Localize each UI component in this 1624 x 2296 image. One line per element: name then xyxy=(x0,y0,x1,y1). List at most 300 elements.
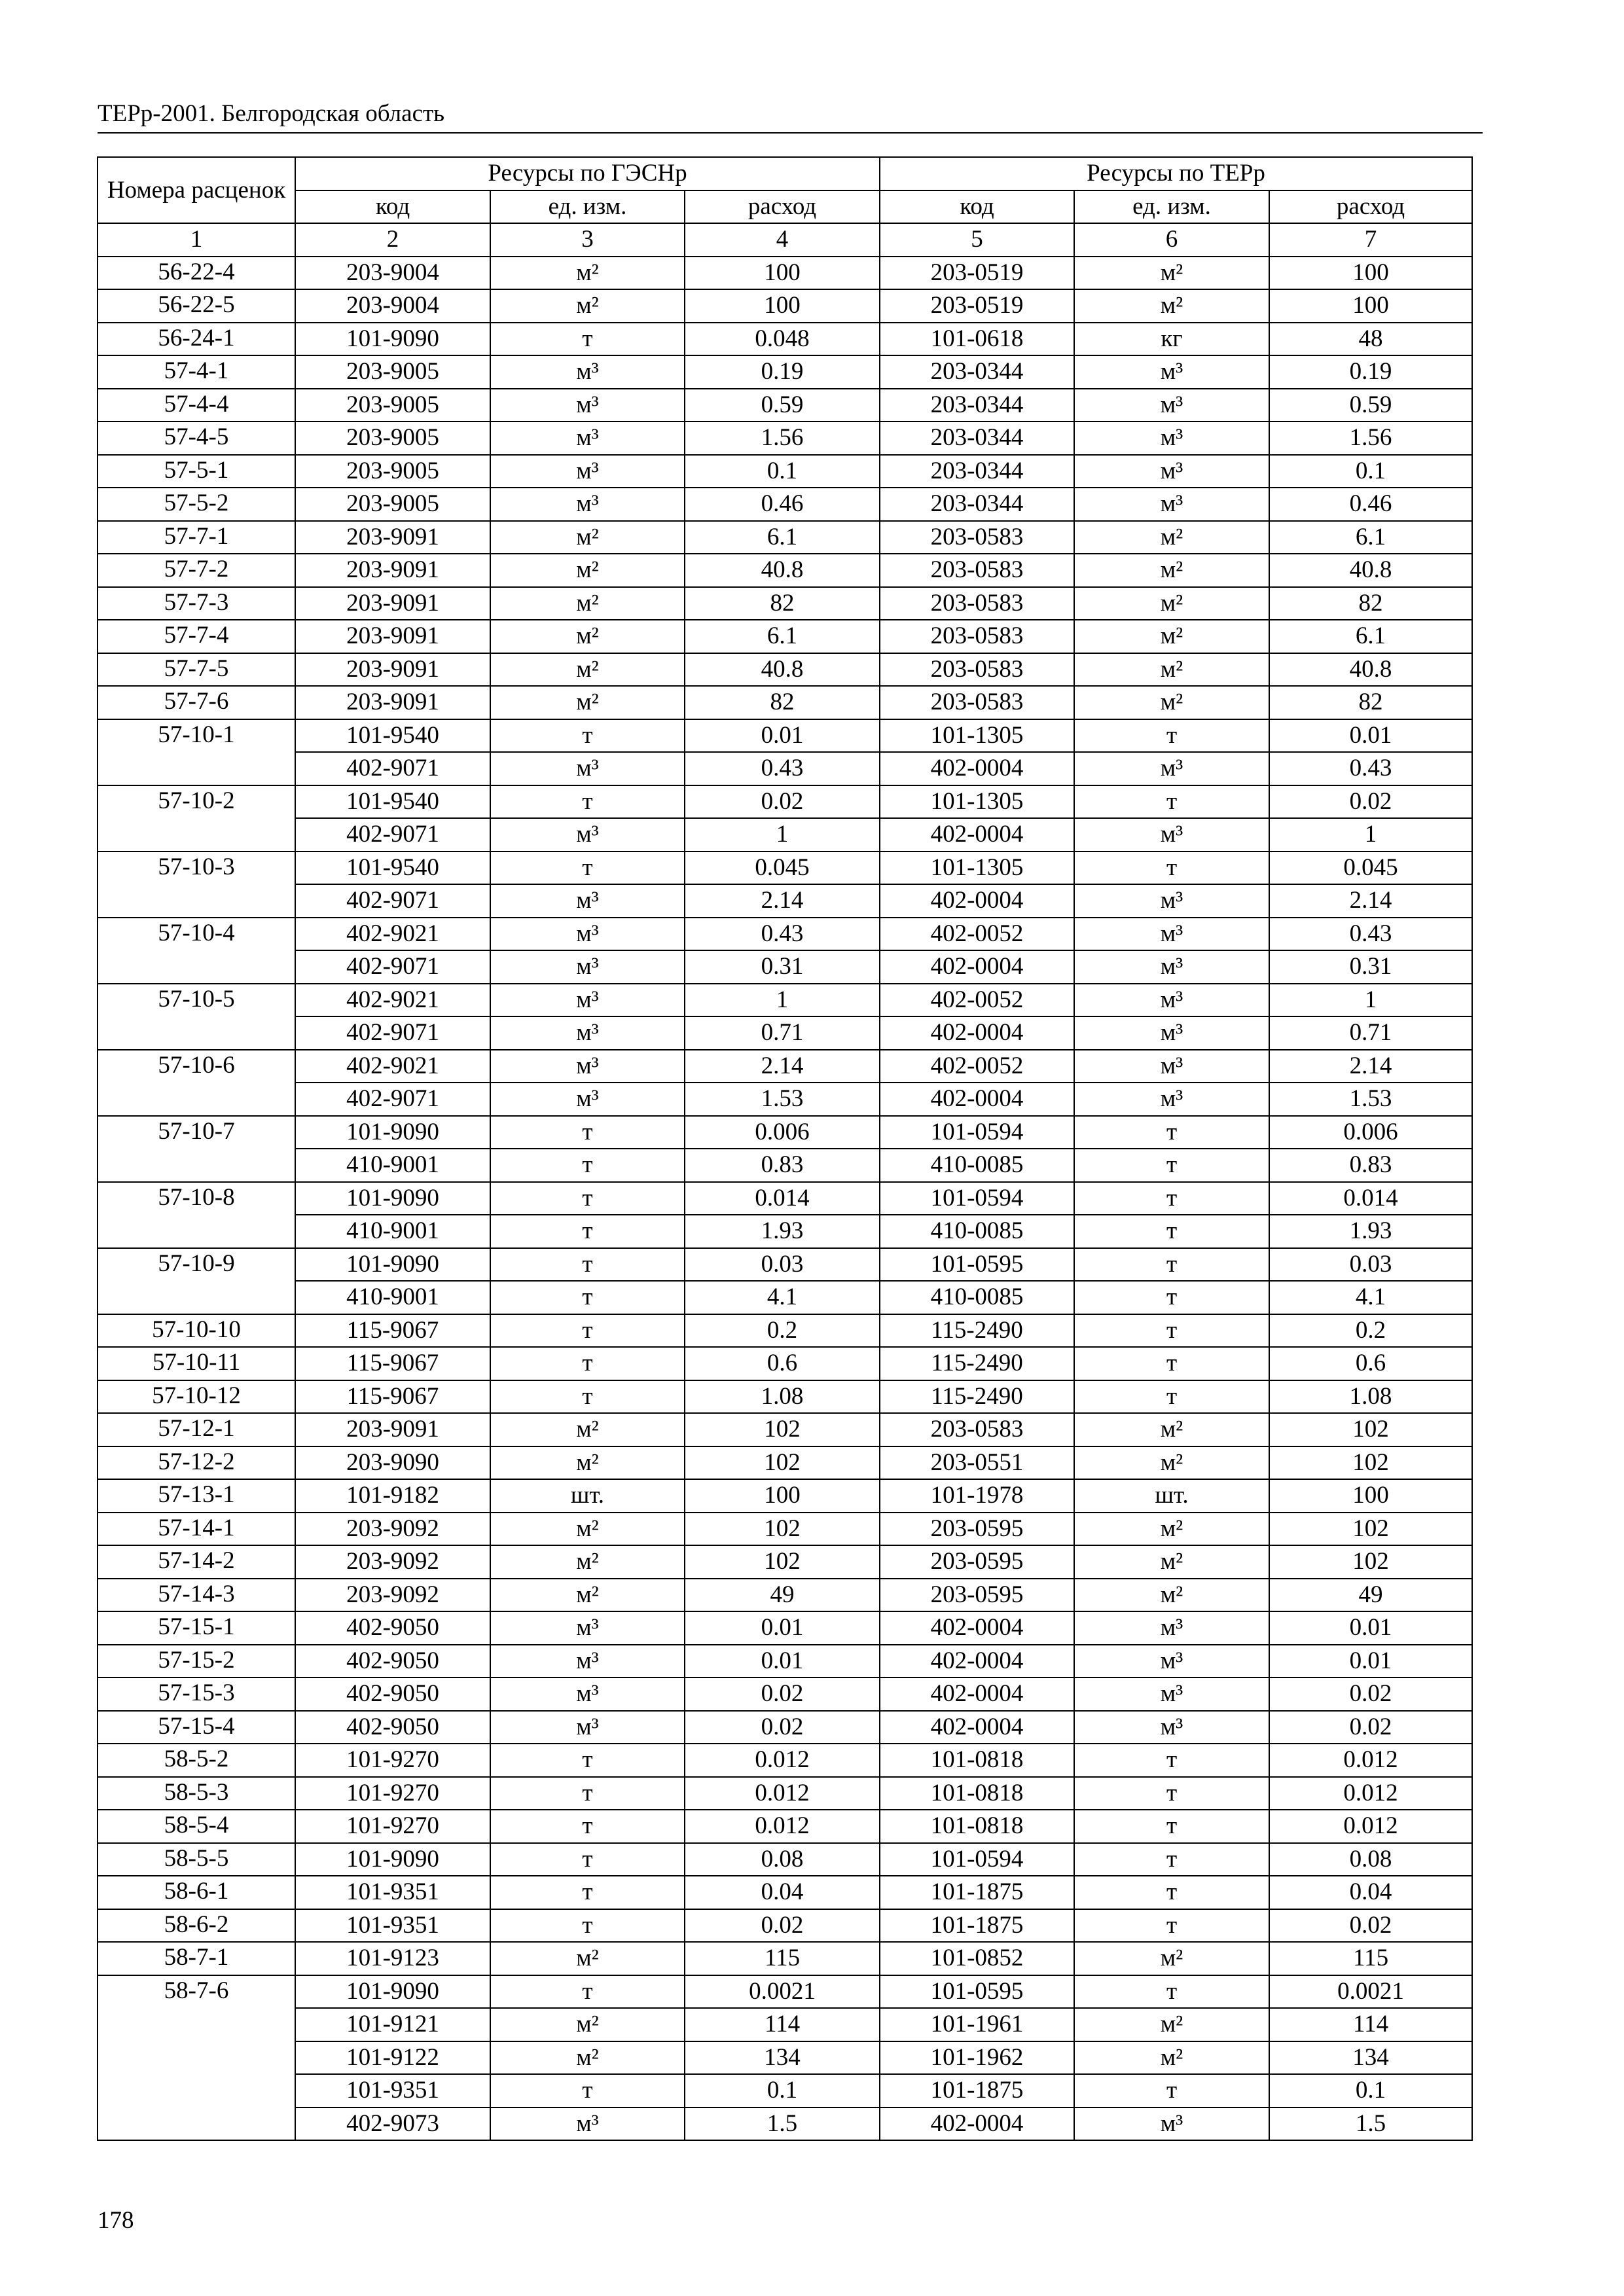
gesn-unit-cell: т xyxy=(490,1281,685,1314)
gesn-code-cell: 203-9005 xyxy=(295,422,490,455)
gesn-code-cell: 402-9071 xyxy=(295,884,490,918)
rate-number-cell: 58-5-2 xyxy=(98,1744,295,1777)
table-row xyxy=(98,1579,1472,1612)
ter-code-cell: 101-1875 xyxy=(880,1876,1074,1909)
rate-number-cell: 57-10-5 xyxy=(98,984,295,1050)
gesn-code-cell: 203-9091 xyxy=(295,686,490,719)
gesn-amount-cell: 1.5 xyxy=(685,2108,880,2141)
gesn-unit-cell: т xyxy=(490,1810,685,1843)
ter-amount-cell: 40.8 xyxy=(1269,554,1472,587)
gesn-amount-cell: 102 xyxy=(685,1513,880,1546)
ter-amount-cell: 114 xyxy=(1269,2008,1472,2041)
ter-code-cell: 410-0085 xyxy=(880,1149,1074,1182)
gesn-amount-cell: 0.045 xyxy=(685,852,880,885)
table-row xyxy=(98,1810,1472,1843)
table-row xyxy=(98,2108,1472,2141)
column-number: 2 xyxy=(295,223,490,257)
ter-amount-cell: 1.56 xyxy=(1269,422,1472,455)
header-unit: ед. изм. xyxy=(1074,190,1269,224)
gesn-amount-cell: 0.012 xyxy=(685,1744,880,1777)
page-header: ТЕРр-2001. Белгородская область xyxy=(98,96,1483,134)
page-number: 178 xyxy=(98,2207,134,2234)
ter-amount-cell: 0.59 xyxy=(1269,389,1472,422)
ter-code-cell: 115-2490 xyxy=(880,1347,1074,1380)
table-row xyxy=(98,1545,1472,1579)
ter-amount-cell: 0.02 xyxy=(1269,1909,1472,1943)
gesn-unit-cell: м² xyxy=(490,1942,685,1975)
ter-unit-cell: м² xyxy=(1074,257,1269,290)
ter-unit-cell: т xyxy=(1074,1314,1269,1348)
ter-code-cell: 402-0004 xyxy=(880,752,1074,785)
ter-amount-cell: 0.43 xyxy=(1269,918,1472,951)
ter-unit-cell: м³ xyxy=(1074,422,1269,455)
rate-number-cell: 57-7-6 xyxy=(98,686,295,719)
ter-unit-cell: м² xyxy=(1074,521,1269,554)
ter-amount-cell: 1.53 xyxy=(1269,1083,1472,1116)
column-number: 3 xyxy=(490,223,685,257)
ter-code-cell: 101-1875 xyxy=(880,1909,1074,1943)
table-body xyxy=(98,257,1472,2141)
table-row xyxy=(98,1909,1472,1943)
header-code: код xyxy=(880,190,1074,224)
ter-unit-cell: т xyxy=(1074,719,1269,753)
rate-number-cell: 57-10-12 xyxy=(98,1380,295,1414)
ter-unit-cell: т xyxy=(1074,1777,1269,1810)
ter-unit-cell: т xyxy=(1074,1347,1269,1380)
table-row xyxy=(98,752,1472,785)
table-row xyxy=(98,686,1472,719)
gesn-amount-cell: 100 xyxy=(685,257,880,290)
ter-amount-cell: 100 xyxy=(1269,257,1472,290)
gesn-amount-cell: 1.53 xyxy=(685,1083,880,1116)
gesn-code-cell: 203-9092 xyxy=(295,1513,490,1546)
gesn-code-cell: 402-9071 xyxy=(295,1016,490,1050)
table-row xyxy=(98,2074,1472,2108)
gesn-amount-cell: 0.04 xyxy=(685,1876,880,1909)
ter-amount-cell: 4.1 xyxy=(1269,1281,1472,1314)
gesn-unit-cell: т xyxy=(490,1215,685,1248)
ter-amount-cell: 0.6 xyxy=(1269,1347,1472,1380)
table-row xyxy=(98,1744,1472,1777)
gesn-code-cell: 203-9091 xyxy=(295,587,490,620)
table-row xyxy=(98,488,1472,521)
gesn-code-cell: 101-9090 xyxy=(295,1116,490,1149)
ter-code-cell: 101-0618 xyxy=(880,323,1074,356)
ter-unit-cell: м³ xyxy=(1074,2108,1269,2141)
ter-code-cell: 402-0004 xyxy=(880,818,1074,852)
gesn-unit-cell: м³ xyxy=(490,355,685,389)
ter-amount-cell: 102 xyxy=(1269,1413,1472,1446)
table-row xyxy=(98,422,1472,455)
gesn-code-cell: 203-9004 xyxy=(295,289,490,323)
gesn-amount-cell: 1.56 xyxy=(685,422,880,455)
gesn-unit-cell: м² xyxy=(490,1413,685,1446)
column-number: 7 xyxy=(1269,223,1472,257)
table-row xyxy=(98,2008,1472,2041)
table-row xyxy=(98,785,1472,819)
ter-unit-cell: м³ xyxy=(1074,1083,1269,1116)
rate-number-cell: 57-5-2 xyxy=(98,488,295,521)
rate-number-cell: 58-6-2 xyxy=(98,1909,295,1943)
gesn-amount-cell: 0.1 xyxy=(685,2074,880,2108)
ter-code-cell: 101-0595 xyxy=(880,1248,1074,1282)
rate-number-cell: 56-24-1 xyxy=(98,323,295,356)
gesn-code-cell: 402-9071 xyxy=(295,818,490,852)
ter-unit-cell: м³ xyxy=(1074,355,1269,389)
gesn-code-cell: 101-9270 xyxy=(295,1777,490,1810)
ter-amount-cell: 102 xyxy=(1269,1545,1472,1579)
gesn-amount-cell: 0.02 xyxy=(685,785,880,819)
gesn-unit-cell: т xyxy=(490,1876,685,1909)
ter-unit-cell: м³ xyxy=(1074,752,1269,785)
ter-code-cell: 402-0052 xyxy=(880,1050,1074,1083)
ter-unit-cell: м³ xyxy=(1074,884,1269,918)
header-amount: расход xyxy=(1269,190,1472,224)
gesn-amount-cell: 0.02 xyxy=(685,1909,880,1943)
gesn-amount-cell: 0.46 xyxy=(685,488,880,521)
table-row xyxy=(98,1645,1472,1678)
gesn-code-cell: 101-9090 xyxy=(295,1975,490,2009)
ter-amount-cell: 0.43 xyxy=(1269,752,1472,785)
ter-code-cell: 203-0583 xyxy=(880,653,1074,687)
ter-code-cell: 402-0004 xyxy=(880,2108,1074,2141)
gesn-code-cell: 203-9005 xyxy=(295,355,490,389)
rate-number-cell: 57-10-8 xyxy=(98,1182,295,1248)
rate-number-cell: 57-12-1 xyxy=(98,1413,295,1446)
ter-unit-cell: м² xyxy=(1074,587,1269,620)
ter-unit-cell: м³ xyxy=(1074,488,1269,521)
ter-code-cell: 101-1305 xyxy=(880,719,1074,753)
ter-amount-cell: 1 xyxy=(1269,818,1472,852)
gesn-amount-cell: 102 xyxy=(685,1545,880,1579)
table-row xyxy=(98,1446,1472,1480)
ter-amount-cell: 0.31 xyxy=(1269,950,1472,984)
ter-unit-cell: т xyxy=(1074,1149,1269,1182)
ter-amount-cell: 0.006 xyxy=(1269,1116,1472,1149)
gesn-unit-cell: м² xyxy=(490,1579,685,1612)
rate-number-cell: 58-5-5 xyxy=(98,1843,295,1876)
rate-number-cell: 57-7-4 xyxy=(98,620,295,653)
ter-code-cell: 203-0583 xyxy=(880,620,1074,653)
gesn-code-cell: 101-9122 xyxy=(295,2041,490,2075)
table-row xyxy=(98,1611,1472,1645)
gesn-unit-cell: м² xyxy=(490,587,685,620)
gesn-unit-cell: м² xyxy=(490,554,685,587)
ter-amount-cell: 0.045 xyxy=(1269,852,1472,885)
table-row xyxy=(98,1182,1472,1215)
ter-code-cell: 203-0344 xyxy=(880,389,1074,422)
gesn-code-cell: 402-9050 xyxy=(295,1645,490,1678)
gesn-unit-cell: м² xyxy=(490,1513,685,1546)
column-number: 1 xyxy=(98,223,295,257)
table-row xyxy=(98,984,1472,1017)
table-row xyxy=(98,1016,1472,1050)
ter-code-cell: 203-0595 xyxy=(880,1545,1074,1579)
gesn-code-cell: 115-9067 xyxy=(295,1347,490,1380)
table-row xyxy=(98,1677,1472,1711)
gesn-amount-cell: 0.006 xyxy=(685,1116,880,1149)
ter-code-cell: 203-0551 xyxy=(880,1446,1074,1480)
gesn-unit-cell: м³ xyxy=(490,488,685,521)
table-row xyxy=(98,1380,1472,1414)
gesn-amount-cell: 0.2 xyxy=(685,1314,880,1348)
gesn-amount-cell: 0.83 xyxy=(685,1149,880,1182)
gesn-code-cell: 203-9090 xyxy=(295,1446,490,1480)
gesn-amount-cell: 0.71 xyxy=(685,1016,880,1050)
gesn-unit-cell: шт. xyxy=(490,1479,685,1513)
rate-number-cell: 58-7-1 xyxy=(98,1942,295,1975)
rate-number-cell: 58-6-1 xyxy=(98,1876,295,1909)
gesn-amount-cell: 6.1 xyxy=(685,521,880,554)
ter-code-cell: 203-0583 xyxy=(880,686,1074,719)
gesn-unit-cell: м³ xyxy=(490,950,685,984)
table-row xyxy=(98,389,1472,422)
ter-unit-cell: м² xyxy=(1074,620,1269,653)
ter-unit-cell: м² xyxy=(1074,1413,1269,1446)
table-row xyxy=(98,1083,1472,1116)
header-group-ter: Ресурсы по ТЕРр xyxy=(880,157,1472,190)
gesn-unit-cell: т xyxy=(490,1314,685,1348)
gesn-amount-cell: 0.43 xyxy=(685,918,880,951)
table-row xyxy=(98,455,1472,488)
rate-number-cell: 57-5-1 xyxy=(98,455,295,488)
ter-code-cell: 203-0519 xyxy=(880,257,1074,290)
ter-code-cell: 101-1305 xyxy=(880,852,1074,885)
gesn-unit-cell: м³ xyxy=(490,455,685,488)
ter-unit-cell: м³ xyxy=(1074,1050,1269,1083)
gesn-unit-cell: м³ xyxy=(490,1083,685,1116)
gesn-amount-cell: 40.8 xyxy=(685,554,880,587)
ter-amount-cell: 6.1 xyxy=(1269,521,1472,554)
table-row xyxy=(98,1777,1472,1810)
gesn-code-cell: 203-9092 xyxy=(295,1545,490,1579)
table-row xyxy=(98,257,1472,290)
ter-unit-cell: т xyxy=(1074,1182,1269,1215)
gesn-unit-cell: т xyxy=(490,1975,685,2009)
ter-amount-cell: 0.46 xyxy=(1269,488,1472,521)
ter-unit-cell: м² xyxy=(1074,554,1269,587)
gesn-amount-cell: 0.02 xyxy=(685,1711,880,1744)
ter-code-cell: 101-0594 xyxy=(880,1843,1074,1876)
ter-code-cell: 101-1305 xyxy=(880,785,1074,819)
gesn-unit-cell: т xyxy=(490,2074,685,2108)
gesn-code-cell: 203-9091 xyxy=(295,653,490,687)
rate-number-cell: 57-14-3 xyxy=(98,1579,295,1612)
ter-unit-cell: м² xyxy=(1074,2008,1269,2041)
gesn-unit-cell: м³ xyxy=(490,1645,685,1678)
gesn-amount-cell: 49 xyxy=(685,1579,880,1612)
gesn-amount-cell: 0.02 xyxy=(685,1677,880,1711)
rate-number-cell: 56-22-4 xyxy=(98,257,295,290)
ter-code-cell: 101-1875 xyxy=(880,2074,1074,2108)
ter-amount-cell: 1 xyxy=(1269,984,1472,1017)
rate-number-cell: 57-15-4 xyxy=(98,1711,295,1744)
gesn-code-cell: 115-9067 xyxy=(295,1380,490,1414)
ter-amount-cell: 2.14 xyxy=(1269,884,1472,918)
gesn-code-cell: 203-9005 xyxy=(295,488,490,521)
ter-code-cell: 410-0085 xyxy=(880,1281,1074,1314)
gesn-code-cell: 101-9270 xyxy=(295,1810,490,1843)
gesn-code-cell: 402-9071 xyxy=(295,752,490,785)
header-amount: расход xyxy=(685,190,880,224)
gesn-code-cell: 203-9005 xyxy=(295,455,490,488)
gesn-code-cell: 410-9001 xyxy=(295,1281,490,1314)
rate-number-cell: 57-10-9 xyxy=(98,1248,295,1314)
ter-code-cell: 101-0818 xyxy=(880,1777,1074,1810)
gesn-amount-cell: 82 xyxy=(685,587,880,620)
rate-number-cell: 57-10-7 xyxy=(98,1116,295,1182)
ter-unit-cell: шт. xyxy=(1074,1479,1269,1513)
ter-amount-cell: 0.02 xyxy=(1269,1677,1472,1711)
rate-number-cell: 57-15-3 xyxy=(98,1677,295,1711)
table-row xyxy=(98,1479,1472,1513)
gesn-unit-cell: м³ xyxy=(490,752,685,785)
ter-amount-cell: 100 xyxy=(1269,289,1472,323)
ter-amount-cell: 0.01 xyxy=(1269,719,1472,753)
ter-amount-cell: 82 xyxy=(1269,686,1472,719)
ter-code-cell: 402-0004 xyxy=(880,1711,1074,1744)
gesn-code-cell: 203-9092 xyxy=(295,1579,490,1612)
gesn-amount-cell: 102 xyxy=(685,1413,880,1446)
gesn-code-cell: 402-9021 xyxy=(295,1050,490,1083)
ter-code-cell: 101-0595 xyxy=(880,1975,1074,2009)
ter-code-cell: 410-0085 xyxy=(880,1215,1074,1248)
ter-code-cell: 203-0595 xyxy=(880,1579,1074,1612)
table-row xyxy=(98,554,1472,587)
ter-code-cell: 402-0052 xyxy=(880,918,1074,951)
gesn-unit-cell: т xyxy=(490,1777,685,1810)
column-number: 4 xyxy=(685,223,880,257)
gesn-unit-cell: м³ xyxy=(490,984,685,1017)
gesn-amount-cell: 0.03 xyxy=(685,1248,880,1282)
gesn-code-cell: 101-9090 xyxy=(295,323,490,356)
gesn-amount-cell: 0.08 xyxy=(685,1843,880,1876)
table-row xyxy=(98,1050,1472,1083)
rate-number-cell: 57-7-2 xyxy=(98,554,295,587)
gesn-unit-cell: т xyxy=(490,1182,685,1215)
table-row xyxy=(98,1843,1472,1876)
gesn-amount-cell: 0.19 xyxy=(685,355,880,389)
gesn-amount-cell: 4.1 xyxy=(685,1281,880,1314)
rate-number-cell: 57-4-5 xyxy=(98,422,295,455)
ter-amount-cell: 6.1 xyxy=(1269,620,1472,653)
gesn-code-cell: 101-9351 xyxy=(295,2074,490,2108)
ter-code-cell: 402-0004 xyxy=(880,1083,1074,1116)
ter-code-cell: 203-0583 xyxy=(880,587,1074,620)
ter-amount-cell: 0.012 xyxy=(1269,1744,1472,1777)
gesn-unit-cell: м³ xyxy=(490,1050,685,1083)
ter-code-cell: 402-0004 xyxy=(880,1677,1074,1711)
ter-unit-cell: м² xyxy=(1074,1446,1269,1480)
gesn-unit-cell: т xyxy=(490,1248,685,1282)
ter-code-cell: 101-1961 xyxy=(880,2008,1074,2041)
gesn-code-cell: 203-9091 xyxy=(295,521,490,554)
gesn-amount-cell: 2.14 xyxy=(685,884,880,918)
table-row xyxy=(98,1975,1472,2009)
ter-code-cell: 203-0519 xyxy=(880,289,1074,323)
ter-amount-cell: 1.93 xyxy=(1269,1215,1472,1248)
rate-number-cell: 57-4-1 xyxy=(98,355,295,389)
ter-amount-cell: 0.2 xyxy=(1269,1314,1472,1348)
ter-unit-cell: кг xyxy=(1074,323,1269,356)
gesn-amount-cell: 0.01 xyxy=(685,1645,880,1678)
gesn-unit-cell: м³ xyxy=(490,884,685,918)
ter-code-cell: 203-0344 xyxy=(880,422,1074,455)
ter-unit-cell: т xyxy=(1074,1380,1269,1414)
gesn-unit-cell: м³ xyxy=(490,918,685,951)
rate-number-cell: 57-10-2 xyxy=(98,785,295,852)
rate-number-cell: 56-22-5 xyxy=(98,289,295,323)
gesn-code-cell: 101-9090 xyxy=(295,1182,490,1215)
ter-code-cell: 115-2490 xyxy=(880,1314,1074,1348)
rate-number-cell: 57-10-10 xyxy=(98,1314,295,1348)
ter-amount-cell: 0.03 xyxy=(1269,1248,1472,1282)
gesn-amount-cell: 1.08 xyxy=(685,1380,880,1414)
gesn-code-cell: 402-9021 xyxy=(295,984,490,1017)
table-row xyxy=(98,653,1472,687)
rate-number-cell: 58-7-6 xyxy=(98,1975,295,2141)
ter-unit-cell: т xyxy=(1074,1248,1269,1282)
ter-code-cell: 402-0004 xyxy=(880,884,1074,918)
ter-amount-cell: 0.01 xyxy=(1269,1645,1472,1678)
ter-amount-cell: 0.01 xyxy=(1269,1611,1472,1645)
gesn-amount-cell: 0.01 xyxy=(685,719,880,753)
ter-amount-cell: 100 xyxy=(1269,1479,1472,1513)
ter-code-cell: 203-0344 xyxy=(880,488,1074,521)
gesn-unit-cell: м² xyxy=(490,653,685,687)
ter-code-cell: 203-0583 xyxy=(880,1413,1074,1446)
table-row xyxy=(98,323,1472,356)
ter-unit-cell: т xyxy=(1074,1281,1269,1314)
gesn-code-cell: 203-9004 xyxy=(295,257,490,290)
table-row xyxy=(98,1248,1472,1282)
gesn-unit-cell: т xyxy=(490,323,685,356)
gesn-unit-cell: м³ xyxy=(490,389,685,422)
gesn-unit-cell: т xyxy=(490,852,685,885)
ter-amount-cell: 0.08 xyxy=(1269,1843,1472,1876)
ter-code-cell: 101-0594 xyxy=(880,1182,1074,1215)
ter-unit-cell: м³ xyxy=(1074,1711,1269,1744)
gesn-code-cell: 101-9540 xyxy=(295,852,490,885)
ter-amount-cell: 115 xyxy=(1269,1942,1472,1975)
ter-code-cell: 203-0344 xyxy=(880,455,1074,488)
gesn-code-cell: 101-9351 xyxy=(295,1909,490,1943)
gesn-code-cell: 203-9091 xyxy=(295,1413,490,1446)
gesn-amount-cell: 82 xyxy=(685,686,880,719)
ter-unit-cell: м³ xyxy=(1074,950,1269,984)
gesn-unit-cell: т xyxy=(490,1380,685,1414)
gesn-unit-cell: м² xyxy=(490,1545,685,1579)
gesn-unit-cell: т xyxy=(490,785,685,819)
gesn-unit-cell: т xyxy=(490,1116,685,1149)
ter-unit-cell: м² xyxy=(1074,289,1269,323)
gesn-unit-cell: м² xyxy=(490,257,685,290)
header-code: код xyxy=(295,190,490,224)
ter-unit-cell: м² xyxy=(1074,1579,1269,1612)
gesn-code-cell: 101-9121 xyxy=(295,2008,490,2041)
ter-code-cell: 402-0004 xyxy=(880,1016,1074,1050)
ter-amount-cell: 1.5 xyxy=(1269,2108,1472,2141)
table-row xyxy=(98,884,1472,918)
table-row xyxy=(98,1942,1472,1975)
rate-number-cell: 57-7-3 xyxy=(98,587,295,620)
table-head xyxy=(98,157,1472,257)
ter-amount-cell: 0.012 xyxy=(1269,1777,1472,1810)
ter-amount-cell: 0.014 xyxy=(1269,1182,1472,1215)
gesn-code-cell: 101-9351 xyxy=(295,1876,490,1909)
gesn-amount-cell: 0.014 xyxy=(685,1182,880,1215)
gesn-amount-cell: 115 xyxy=(685,1942,880,1975)
